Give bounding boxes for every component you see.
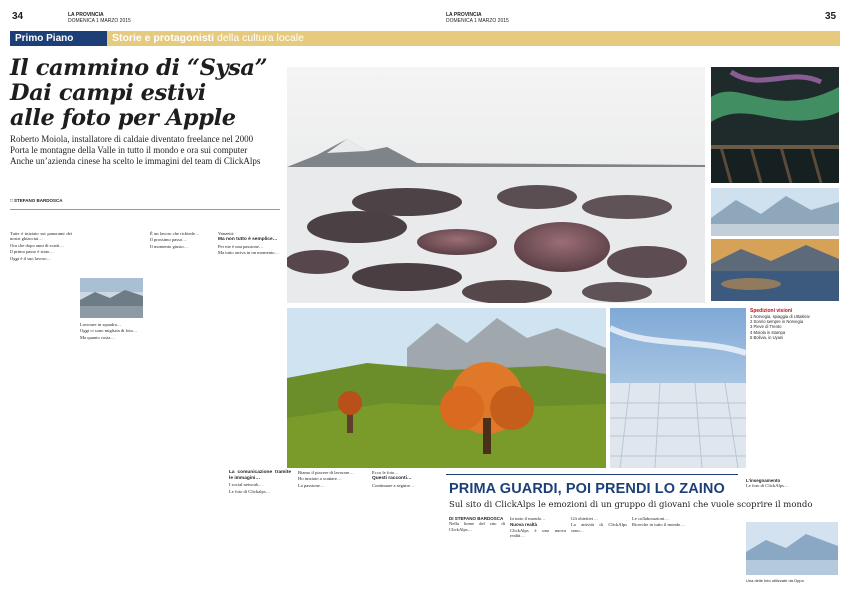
paragraph: Tutte è iniziato sui panorami dei nostri ghiacciai… xyxy=(10,231,72,242)
page-number-left: 34 xyxy=(12,11,24,22)
section-primo-piano: Primo Piano xyxy=(10,31,107,46)
caption-box-title: Spedizioni visioni xyxy=(750,308,793,314)
paragraph: Vanzetti: xyxy=(218,231,235,236)
paragraph: Per me è una passione… xyxy=(218,244,264,249)
headline xyxy=(10,56,280,131)
paragraph: Ecco le foto… xyxy=(372,470,399,475)
lake-photo xyxy=(711,239,839,301)
paragraph: È un lavoro che richiede… xyxy=(150,231,200,236)
highlight-question: Ma non tutto è semplice… xyxy=(218,237,278,243)
aurora-photo-image xyxy=(711,67,839,183)
lake-photo-image xyxy=(711,239,839,301)
autumn-tree-photo xyxy=(287,308,606,468)
masthead-date-right: DOMENICA 1 MARZO 2015 xyxy=(446,18,509,24)
body-column-7 xyxy=(372,470,438,590)
mountain-photo-image xyxy=(711,188,839,236)
box-byline: DI STEFANO BARDOSCA xyxy=(449,516,504,521)
main-photo-image xyxy=(287,67,705,303)
caption-item: 1 Norvegia, spiaggia di Uttakleiv xyxy=(750,314,810,319)
paragraph: Le foto di ClickAlps… xyxy=(746,483,789,489)
inline-photo-image xyxy=(80,278,143,318)
headline-line-3: alle foto per Apple xyxy=(10,105,236,131)
byline-icon: □ xyxy=(10,198,13,203)
caption-box xyxy=(750,308,838,340)
paragraph: Le collaborazioni… xyxy=(632,516,669,521)
paragraph: Ricerche in tutto il mondo… xyxy=(632,522,685,528)
bottom-photo-image xyxy=(746,522,838,575)
headline-line-1: Il cammino di “Sysa” xyxy=(10,55,268,81)
paragraph: Il prossimo passo… xyxy=(150,237,187,243)
box-headline: PRIMA GUARDI, POI PRENDI LO ZAINO xyxy=(449,481,725,497)
paragraph: Le foto di Clickalps… xyxy=(229,488,271,494)
paragraph: Nella home del sito di ClickAlps… xyxy=(449,521,505,532)
box-subheadline: Sul sito di ClickAlps le emozioni di un gruppo di giovani che vuole scoprire il mondo xyxy=(449,500,813,510)
caption-item: 4 Moiola in stampa xyxy=(750,329,786,335)
main-photo xyxy=(287,67,705,303)
paragraph: Ma tutto arriva in un momento… xyxy=(218,250,280,256)
box-column-5 xyxy=(746,478,802,518)
paragraph: Biamo il piacere di lavorare… xyxy=(298,470,354,475)
inline-photo xyxy=(80,278,143,318)
box-column-4 xyxy=(632,516,688,596)
paragraph: La attività di ClickAlps sono… xyxy=(571,522,627,533)
caption-item: 3 Pieve di Trento xyxy=(750,324,782,330)
box-column-2 xyxy=(510,516,566,596)
highlight-question: Questi racconti… xyxy=(372,476,412,482)
highlight-question: La comunicazione tramite le immagini… xyxy=(229,470,291,481)
mountain-photo xyxy=(711,188,839,236)
masthead-right xyxy=(446,12,509,24)
subhead-line-2: Porta le montagne della Valle in tutto il mondo e ora sui computer xyxy=(10,145,248,155)
body-column-5 xyxy=(229,470,291,590)
body-column-3 xyxy=(150,231,212,531)
headline-line-2: Dai campi estivi xyxy=(10,80,206,106)
caption-item: 2 Sonno sempre in Norvegia xyxy=(750,319,804,325)
section-storie xyxy=(107,31,840,46)
paragraph: Lavorare in squadra… xyxy=(80,322,122,327)
masthead-name-right: LA PROVINCIA xyxy=(446,12,482,18)
body-column-2 xyxy=(80,322,143,522)
box-section-heading: Nuova realtà xyxy=(510,522,538,528)
paragraph: Ora che dopo anni di scatti… xyxy=(10,242,64,248)
masthead-date: DOMENICA 1 MARZO 2015 xyxy=(68,18,131,24)
bottom-photo xyxy=(746,522,838,575)
body-column-6 xyxy=(298,470,366,590)
aurora-photo xyxy=(711,67,839,183)
byline-name: STEFANO BARDOSCA xyxy=(13,198,63,203)
paragraph: Il momento giusto… xyxy=(150,243,189,249)
box-column-1 xyxy=(449,516,505,596)
paragraph: Oggi è il suo lavoro… xyxy=(10,255,52,261)
masthead-name: LA PROVINCIA xyxy=(68,12,104,18)
section-storie-tail: della cultura locale xyxy=(217,32,304,44)
paragraph: Gli obiettivi… xyxy=(571,516,598,521)
paragraph: Oggi ci sono migliaia di foto… xyxy=(80,328,138,334)
box-section-heading: L’insegnamento xyxy=(746,478,781,483)
paragraph: La passione… xyxy=(298,482,325,488)
box-divider xyxy=(446,474,738,475)
salt-flat-photo xyxy=(610,308,746,468)
subheadline xyxy=(10,134,278,167)
paragraph: ClickAlps è una nuova realtà… xyxy=(510,527,566,539)
masthead-left xyxy=(68,12,131,24)
bottom-photo-caption: Una delle foto utilizzate da Oppo xyxy=(746,578,804,583)
divider xyxy=(10,209,280,210)
paragraph: In tutto il mondo… xyxy=(510,516,546,521)
caption-item: 5 Bolivia, in Uyuni xyxy=(750,334,784,340)
paragraph: Il primo passo è stato… xyxy=(10,249,54,255)
autumn-tree-photo-image xyxy=(287,308,606,468)
paragraph: Ho iniziato a scattare… xyxy=(298,476,342,482)
paragraph: I social network… xyxy=(229,482,264,488)
section-storie-bold: Storie e protagonisti xyxy=(112,32,215,44)
subhead-line-3: Anche un’azienda cinese ha scelto le immagini del team di ClickAlps xyxy=(10,156,261,166)
byline xyxy=(10,198,63,203)
salt-flat-photo-image xyxy=(610,308,746,468)
paragraph: Ma quanto costa… xyxy=(80,334,115,340)
box-column-3 xyxy=(571,516,627,596)
body-column-1 xyxy=(10,231,72,531)
subhead-line-1: Roberto Moiola, installatore di caldaie diventato freelance nel 2000 xyxy=(10,134,254,144)
paragraph: Continuare a seguire… xyxy=(372,483,415,488)
page-number-right: 35 xyxy=(825,11,837,22)
